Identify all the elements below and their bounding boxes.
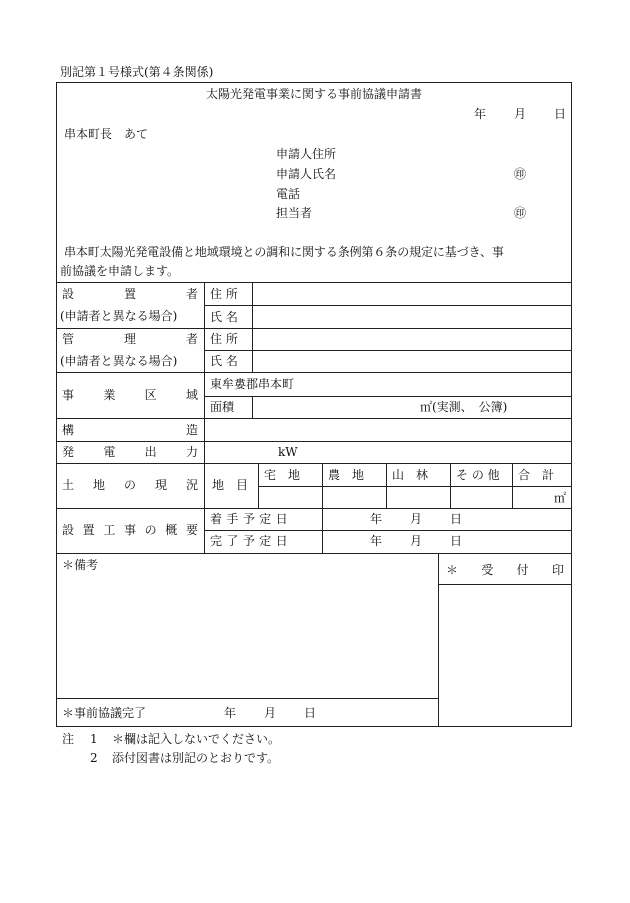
column-total: 合 計 [518, 468, 555, 482]
remarks-label: ＊備考 [62, 558, 99, 572]
col-line [386, 463, 387, 508]
row-line [56, 328, 572, 329]
body-text: 串本町太陽光発電設備と地域環境との調和に関する条例第６条の規定に基づき、事 [64, 245, 504, 259]
end-date-label: 完 了 予 定 日 [210, 534, 288, 548]
construction-label: 設 置 工 事 の 概 要 [62, 523, 198, 537]
applicant-contact-label: 担当者 [276, 206, 313, 220]
project-area-label: 事 業 区 域 [62, 388, 198, 402]
col-line [258, 463, 259, 508]
start-day: 日 [450, 512, 463, 526]
installer-label: 設 置 者 [62, 287, 198, 301]
start-month: 月 [410, 512, 423, 526]
col-line [322, 508, 323, 553]
total-unit: ㎡ [554, 491, 567, 505]
row-line [56, 372, 572, 373]
area-unit: ㎡(実測、 公簿) [420, 400, 508, 414]
date-year-label: 年 [474, 107, 487, 121]
date-day-label: 日 [554, 107, 567, 121]
completion-day: 日 [304, 706, 317, 720]
col-line [204, 282, 205, 418]
note-text: 添付図書は別記のとおりです。 [112, 751, 280, 765]
seal-mark: ㊞ [514, 167, 527, 181]
col-line [450, 463, 451, 508]
row-line [204, 396, 572, 397]
project-location: 東牟婁郡串本町 [210, 377, 295, 391]
manager-address-label: 住 所 [210, 332, 238, 346]
land-label: 土 地 の 現 況 [62, 478, 198, 492]
structure-label: 構 造 [62, 423, 198, 437]
start-year: 年 [370, 512, 383, 526]
row-line [56, 553, 572, 554]
receipt-stamp-label: ＊ 受 付 印 [446, 563, 564, 577]
date-month-label: 月 [514, 107, 527, 121]
start-date-label: 着 手 予 定 日 [210, 512, 288, 526]
end-day: 日 [450, 534, 463, 548]
row-line [258, 486, 572, 487]
col-line [322, 463, 323, 508]
applicant-phone-label: 電話 [276, 187, 301, 201]
completion-month: 月 [264, 706, 277, 720]
manager-label: 管 理 者 [62, 332, 198, 346]
output-unit: kW [278, 445, 298, 459]
col-line [252, 282, 253, 372]
end-year: 年 [370, 534, 383, 548]
manager-note: (申請者と異なる場合) [60, 354, 178, 368]
row-line [204, 305, 572, 306]
col-line [204, 418, 205, 553]
land-category-label: 地 目 [212, 478, 249, 492]
end-month: 月 [410, 534, 423, 548]
installer-name-label: 氏 名 [210, 310, 238, 324]
body-text: 前協議を申請します。 [60, 264, 180, 278]
col-line [252, 396, 253, 418]
form-number: 別記第１号様式(第４条関係) [60, 65, 214, 79]
row-line [56, 418, 572, 419]
col-line [512, 463, 513, 508]
completion-label: ＊事前協議完了 [62, 706, 147, 720]
addressee: 串本町長 あて [64, 127, 149, 141]
column-other: そ の 他 [456, 468, 500, 482]
row-line [56, 463, 572, 464]
row-line [56, 282, 572, 283]
row-line [204, 350, 572, 351]
row-line [438, 584, 572, 585]
row-line [204, 530, 572, 531]
applicant-address-label: 申請人住所 [276, 147, 337, 161]
seal-mark: ㊞ [514, 206, 527, 220]
note-number: 1 [90, 732, 98, 746]
area-label: 面積 [210, 400, 235, 414]
note-number: 2 [90, 751, 98, 765]
output-label: 発 電 出 力 [62, 445, 198, 459]
completion-year: 年 [224, 706, 237, 720]
row-line [56, 698, 438, 699]
installer-note: (申請者と異なる場合) [60, 309, 178, 323]
notes-prefix: 注 [62, 732, 75, 746]
column-residential: 宅 地 [264, 468, 301, 482]
column-farmland: 農 地 [328, 468, 365, 482]
manager-name-label: 氏 名 [210, 354, 238, 368]
form-title: 太陽光発電事業に関する事前協議申請書 [205, 87, 422, 101]
column-forest: 山 林 [392, 468, 429, 482]
row-line [56, 508, 572, 509]
installer-address-label: 住 所 [210, 287, 238, 301]
col-line [438, 553, 439, 727]
note-text: ＊欄は記入しないでください。 [112, 732, 281, 746]
row-line [56, 441, 572, 442]
applicant-name-label: 申請人氏名 [276, 167, 337, 181]
